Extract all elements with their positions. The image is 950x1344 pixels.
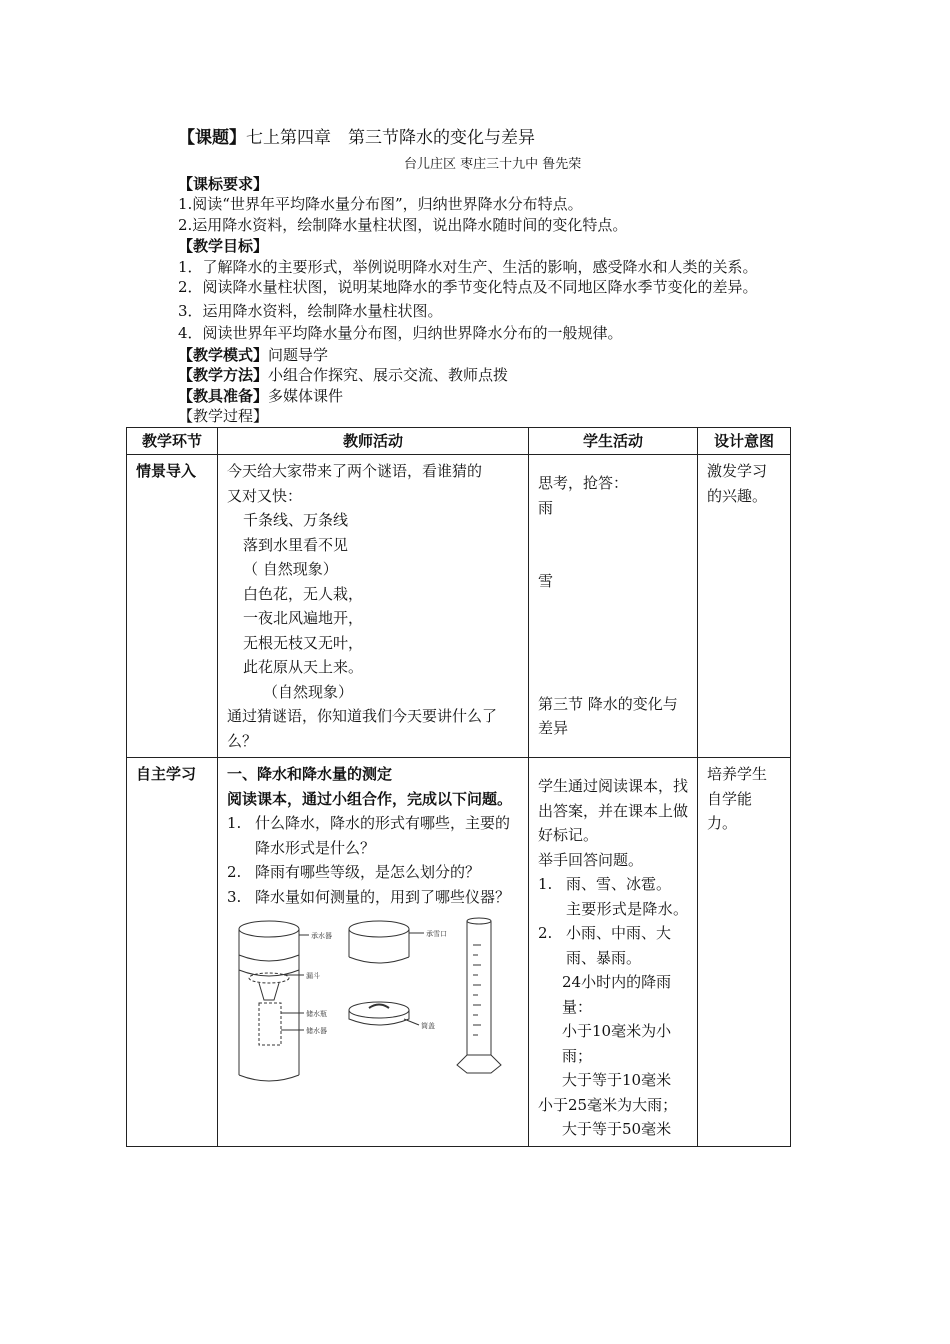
- riddle-hint: （自然现象）: [263, 682, 354, 701]
- answer-1: 1. 雨、雪、冰雹。: [538, 875, 672, 893]
- question-1: 1. 什么降水，降水的形式有哪些，主要的降水形式是什么？: [227, 814, 511, 857]
- figure-label: 储水瓶: [306, 1010, 327, 1018]
- header-student: 学生活动: [529, 428, 698, 455]
- student-text: 举手回答问题。: [538, 850, 644, 869]
- intent-cell: 培养学生自学能力。: [698, 758, 791, 1147]
- riddle-hint: （ 自然现象）: [243, 560, 338, 578]
- student-cell: [529, 758, 698, 1147]
- header-teacher: 教师活动: [218, 428, 529, 455]
- lesson-table: [126, 427, 791, 1147]
- student-cell: [529, 455, 698, 758]
- header-stage: 教学环节: [127, 428, 218, 455]
- student-text: 大于等于50毫米: [562, 1120, 672, 1138]
- table-row: [127, 455, 791, 758]
- student-text: 学生通过阅读课本，找出答案，并在课本上做好标记。: [538, 777, 689, 844]
- riddle-line: 此花原从天上来。: [243, 658, 364, 676]
- student-text: 小于25毫米为大雨；: [538, 1095, 678, 1114]
- standards-item-2: 2.运用降水资料，绘制降水量柱状图，说出降水随时间的变化特点。: [178, 216, 628, 234]
- question-3: 3. 降水量如何测量的，用到了哪些仪器？: [227, 887, 511, 906]
- intent-cell: 激发学习的兴趣。: [698, 455, 791, 758]
- figure-label: 储水器: [306, 1027, 327, 1035]
- teacher-text: 今天给大家带来了两个谜语，看谁猜的: [227, 462, 483, 480]
- rain-gauge-figure: [229, 915, 519, 1103]
- question-2: 2. 降雨有哪些等级，是怎么划分的？: [227, 863, 481, 881]
- teacher-cell: [218, 758, 529, 1147]
- student-text: 雨: [538, 498, 554, 517]
- figure-label: 承雪口: [426, 930, 447, 938]
- teaching-method: 【教学方法】小组合作探究、展示交流、教师点拨: [178, 366, 509, 384]
- figure-label: 承水器: [311, 932, 332, 940]
- student-text: 第三节 降水的变化与差异: [538, 694, 678, 737]
- goals-item-3: 3．运用降水资料，绘制降水量柱状图。: [178, 302, 443, 320]
- riddle-line: 千条线、万条线: [243, 511, 349, 529]
- author-line: 台儿庄区 枣庄三十九中 鲁先荣: [404, 157, 582, 172]
- student-text: 24小时内的降雨量：: [562, 973, 672, 1016]
- goals-item-4: 4．阅读世界年平均降水量分布图，归纳世界降水分布的一般规律。: [178, 324, 623, 342]
- answer-1-detail: 主要形式是降水。: [566, 899, 688, 918]
- riddle-line: 落到水里看不见: [243, 535, 349, 554]
- standards-item-1: 1.阅读“世界年平均降水量分布图”，归纳世界降水分布特点。: [178, 195, 583, 213]
- table-row: [127, 758, 791, 1147]
- task-text: 阅读课本，通过小组合作，完成以下问题。: [227, 789, 513, 808]
- stage-cell: 自主学习: [127, 758, 218, 1147]
- student-text: 小于10毫米为小雨；: [562, 1022, 672, 1065]
- table-header-row: [127, 428, 791, 455]
- riddle-line: 一夜北风遍地开，: [243, 609, 364, 627]
- rain-gauge-illustration: [229, 915, 519, 1095]
- student-text: 雪: [538, 572, 554, 590]
- figure-label: 漏斗: [306, 972, 320, 980]
- lesson-title: [178, 123, 535, 148]
- riddle-line: 无根无枝又无叶，: [243, 633, 364, 652]
- standards-label: 【课标要求】: [178, 175, 269, 193]
- teaching-tools: 【教具准备】多媒体课件: [178, 387, 344, 405]
- answer-2: 2. 小雨、中雨、大雨、暴雨。: [538, 924, 672, 967]
- riddle-line: 白色花，无人栽，: [243, 584, 364, 603]
- teacher-text: 又对又快：: [227, 486, 303, 505]
- teaching-process-label: 【教学过程】: [178, 407, 269, 425]
- teaching-mode: 【教学模式】问题导学: [178, 346, 329, 364]
- student-text: 大于等于10毫米: [562, 1071, 672, 1089]
- goals-item-2: 2．阅读降水量柱状图，说明某地降水的季节变化特点及不同地区降水季节变化的差异。: [178, 278, 758, 296]
- goals-label: 【教学目标】: [178, 237, 269, 255]
- title-tag: 【课题】: [178, 128, 246, 148]
- title-text: 七上第四章 第三节降水的变化与差异: [246, 128, 535, 148]
- figure-label: 筒盖: [421, 1022, 435, 1030]
- student-text: 思考，抢答：: [538, 474, 629, 492]
- header-intent: 设计意图: [698, 428, 791, 455]
- teacher-cell: [218, 455, 529, 758]
- stage-cell: 情景导入: [127, 455, 218, 758]
- section-heading: 一、降水和降水量的测定: [227, 765, 393, 783]
- teacher-text: 通过猜谜语，你知道我们今天要讲什么了么？: [227, 707, 498, 750]
- goals-item-1: 1．了解降水的主要形式，举例说明降水对生产、生活的影响，感受降水和人类的关系。: [178, 258, 758, 276]
